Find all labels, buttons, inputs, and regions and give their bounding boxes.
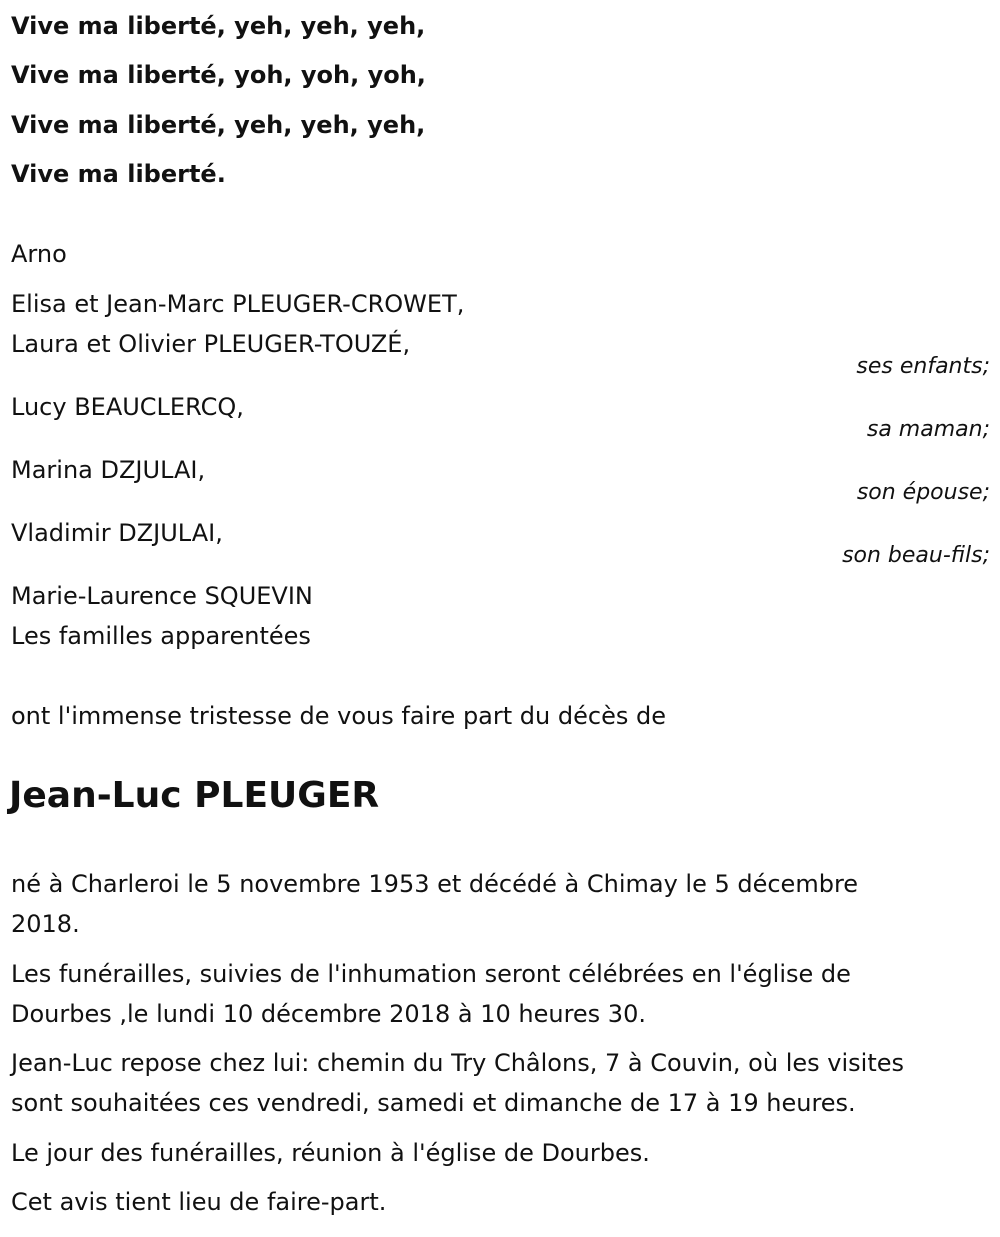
children-role: ses enfants;	[856, 354, 990, 379]
meeting-info: Le jour des funérailles, réunion à l'église de Dourbes.	[11, 1139, 650, 1167]
poem-line-3: Vive ma liberté, yeh, yeh, yeh,	[11, 111, 426, 139]
funeral-line-2: Dourbes ,le lundi 10 décembre 2018 à 10 heures 30.	[11, 1000, 646, 1028]
birth-death-line-2: 2018.	[11, 910, 80, 938]
other-family-member: Marie-Laurence SQUEVIN	[11, 582, 313, 610]
birth-death-line-1: né à Charleroi le 5 novembre 1953 et décédé à Chimay le 5 décembre	[11, 870, 859, 898]
visit-line-2: sont souhaitées ces vendredi, samedi et dimanche de 17 à 19 heures.	[11, 1089, 856, 1117]
poem-line-2: Vive ma liberté, yoh, yoh, yoh,	[11, 61, 426, 89]
mother-role: sa maman;	[866, 417, 990, 442]
deceased-name: Jean-Luc PLEUGER	[9, 775, 380, 816]
poem-line-4: Vive ma liberté.	[11, 160, 226, 188]
stepson-role: son beau-fils;	[842, 543, 990, 568]
spouse-role: son épouse;	[856, 480, 990, 505]
notice-info: Cet avis tient lieu de faire-part.	[11, 1188, 387, 1216]
spouse-name: Marina DZJULAI,	[11, 456, 206, 484]
poem-line-1: Vive ma liberté, yeh, yeh, yeh,	[11, 12, 426, 40]
funeral-line-1: Les funérailles, suivies de l'inhumation seront célébrées en l'église de	[11, 960, 851, 988]
children-line-1: Elisa et Jean-Marc PLEUGER-CROWET,	[11, 290, 465, 318]
related-families: Les familles apparentées	[11, 622, 311, 650]
announcement-text: ont l'immense tristesse de vous faire part du décès de	[11, 702, 666, 730]
mother-name: Lucy BEAUCLERCQ,	[11, 393, 244, 421]
visit-line-1: Jean-Luc repose chez lui: chemin du Try Châlons, 7 à Couvin, où les visites	[11, 1049, 904, 1077]
family-first-name: Arno	[11, 240, 67, 268]
stepson-name: Vladimir DZJULAI,	[11, 519, 223, 547]
children-line-2: Laura et Olivier PLEUGER-TOUZÉ,	[11, 330, 411, 358]
